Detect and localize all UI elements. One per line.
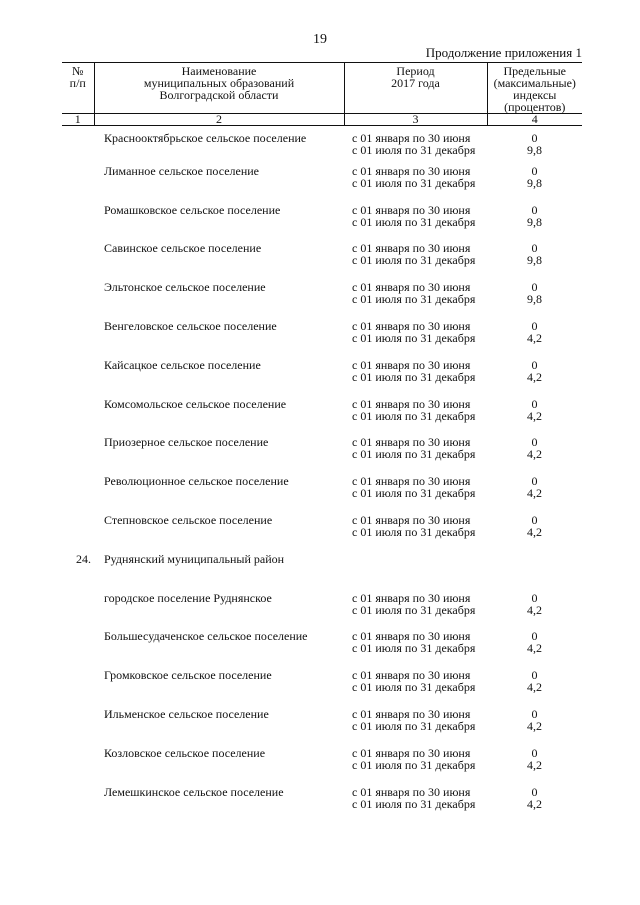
row-number [62, 708, 94, 747]
index-second-half: 9,8 [527, 292, 542, 307]
period-second-half: с 01 июля по 31 декабря [352, 718, 476, 733]
period-first-half: с 01 января по 30 июня [352, 745, 471, 760]
table-row [62, 436, 582, 475]
table-row [62, 242, 582, 281]
index-second-half: 4,2 [527, 641, 542, 656]
index-first-half: 0 [531, 590, 538, 605]
period-second-half: с 01 июля по 31 декабря [352, 524, 476, 539]
index-cell [487, 242, 582, 281]
table-row [62, 475, 582, 514]
header-line: п/п [69, 76, 86, 90]
header-num [62, 63, 94, 114]
index-first-half: 0 [531, 131, 538, 145]
index-second-half: 9,8 [527, 143, 542, 157]
period-first-half: с 01 января по 30 июня [352, 280, 471, 295]
municipality-name: Эльтонское сельское поселение [104, 280, 266, 295]
index-cell [487, 708, 582, 747]
period-cell [344, 669, 487, 708]
period-cell [344, 165, 487, 204]
index-second-half: 9,8 [527, 214, 542, 229]
index-first-half: 0 [531, 629, 538, 644]
index-cell [487, 281, 582, 320]
municipality-name: Лиманное сельское поселение [104, 163, 259, 178]
index-cell [487, 786, 582, 825]
header-line: муниципальных образований [143, 76, 295, 90]
index-cell [487, 669, 582, 708]
period-second-half: с 01 июля по 31 декабря [352, 143, 476, 157]
row-number [62, 398, 94, 437]
index-cell [487, 553, 582, 592]
header-line: Предельные [503, 64, 567, 78]
index-first-half: 0 [531, 784, 538, 799]
table-row [62, 398, 582, 437]
index-second-half: 9,8 [527, 253, 542, 268]
municipality-name: Ромашковское сельское поселение [104, 202, 281, 217]
row-number [62, 242, 94, 281]
period-second-half: с 01 июля по 31 декабря [352, 175, 476, 190]
index-first-half: 0 [531, 202, 538, 217]
municipality-name: Степновское сельское поселение [104, 512, 273, 527]
index-first-half: 0 [531, 357, 538, 372]
header-period [344, 63, 487, 114]
header-line: Период [396, 64, 435, 78]
row-number: 24. [76, 551, 91, 566]
column-number: 1 [62, 114, 94, 126]
column-number-row [62, 114, 582, 126]
index-second-half: 4,2 [527, 330, 542, 345]
index-second-half: 4,2 [527, 680, 542, 695]
row-number [62, 126, 94, 165]
period-second-half: с 01 июля по 31 декабря [352, 680, 476, 695]
row-number [62, 669, 94, 708]
index-cell [487, 359, 582, 398]
period-second-half: с 01 июля по 31 декабря [352, 796, 476, 811]
period-cell [344, 242, 487, 281]
table-body [62, 126, 582, 825]
period-second-half: с 01 июля по 31 декабря [352, 408, 476, 423]
index-second-half: 4,2 [527, 602, 542, 617]
table-row [62, 669, 582, 708]
table-row [62, 630, 582, 669]
municipal-index-table [62, 62, 582, 824]
table-row [62, 165, 582, 204]
period-second-half [352, 565, 487, 577]
period-second-half: с 01 июля по 31 декабря [352, 292, 476, 307]
period-first-half: с 01 января по 30 июня [352, 590, 471, 605]
index-first-half: 0 [531, 241, 538, 256]
period-first-half: с 01 января по 30 июня [352, 163, 471, 178]
period-cell [344, 630, 487, 669]
table-row-district [62, 553, 582, 592]
row-number [62, 359, 94, 398]
period-first-half [352, 553, 487, 565]
row-number [62, 475, 94, 514]
row-number [62, 436, 94, 475]
index-cell [487, 204, 582, 243]
table-row [62, 359, 582, 398]
index-second-half [487, 565, 582, 577]
period-cell [344, 126, 487, 165]
period-cell [344, 553, 487, 592]
municipality-name: Ильменское сельское поселение [104, 706, 269, 721]
column-number: 2 [94, 114, 344, 126]
table-row [62, 320, 582, 359]
period-cell [344, 359, 487, 398]
index-first-half: 0 [531, 706, 538, 721]
period-first-half: с 01 января по 30 июня [352, 435, 471, 450]
period-first-half: с 01 января по 30 июня [352, 784, 471, 799]
index-cell [487, 592, 582, 631]
municipality-name: Приозерное сельское поселение [104, 435, 269, 450]
header-index [487, 63, 582, 114]
header-line: Волгоградской области [159, 88, 279, 102]
period-cell [344, 592, 487, 631]
index-first-half: 0 [531, 745, 538, 760]
header-line: (максимальные) [493, 76, 576, 90]
index-second-half: 4,2 [527, 486, 542, 501]
header-name [94, 63, 344, 114]
index-first-half: 0 [531, 512, 538, 527]
period-second-half: с 01 июля по 31 декабря [352, 369, 476, 384]
row-number [62, 747, 94, 786]
period-second-half: с 01 июля по 31 декабря [352, 330, 476, 345]
period-second-half: с 01 июля по 31 декабря [352, 214, 476, 229]
index-first-half: 0 [531, 668, 538, 683]
index-cell [487, 126, 582, 165]
period-first-half: с 01 января по 30 июня [352, 357, 471, 372]
period-cell [344, 747, 487, 786]
municipality-name: Кайсацкое сельское поселение [104, 357, 261, 372]
index-second-half: 9,8 [527, 175, 542, 190]
period-second-half: с 01 июля по 31 декабря [352, 447, 476, 462]
index-cell [487, 475, 582, 514]
row-number [62, 204, 94, 243]
table-row [62, 747, 582, 786]
municipality-name: Лемешкинское сельское поселение [104, 784, 284, 799]
period-second-half: с 01 июля по 31 декабря [352, 253, 476, 268]
index-cell [487, 747, 582, 786]
municipality-name: Козловское сельское поселение [104, 745, 266, 760]
table-row [62, 126, 582, 165]
municipality-name: Краснооктябрьское сельское поселение [104, 131, 307, 145]
table-row [62, 592, 582, 631]
header-line: 2017 года [391, 76, 440, 90]
row-number [62, 592, 94, 631]
period-first-half: с 01 января по 30 июня [352, 512, 471, 527]
period-first-half: с 01 января по 30 июня [352, 241, 471, 256]
index-first-half: 0 [531, 396, 538, 411]
index-first-half: 0 [531, 474, 538, 489]
municipality-name: Венгеловское сельское поселение [104, 318, 277, 333]
index-second-half: 4,2 [527, 718, 542, 733]
continuation-label: Продолжение приложения 1 [425, 45, 582, 60]
period-first-half: с 01 января по 30 июня [352, 706, 471, 721]
header-line: индексы [513, 88, 557, 102]
period-second-half: с 01 июля по 31 декабря [352, 486, 476, 501]
index-cell [487, 165, 582, 204]
period-first-half: с 01 января по 30 июня [352, 202, 471, 217]
index-cell [487, 320, 582, 359]
period-cell [344, 398, 487, 437]
period-first-half: с 01 января по 30 июня [352, 131, 471, 145]
header-line: № [72, 64, 84, 78]
table-row [62, 514, 582, 553]
municipality-name: Громковское сельское поселение [104, 668, 272, 683]
table-header-row [62, 63, 582, 114]
municipality-name: городское поселение Руднянское [104, 590, 272, 605]
index-first-half [487, 553, 582, 565]
row-number [62, 320, 94, 359]
period-cell [344, 786, 487, 825]
index-cell [487, 398, 582, 437]
index-first-half: 0 [531, 163, 538, 178]
period-first-half: с 01 января по 30 июня [352, 318, 471, 333]
table-row [62, 708, 582, 747]
municipality-name: Савинское сельское поселение [104, 241, 262, 256]
header-line: Наименование [181, 64, 257, 78]
table-row [62, 786, 582, 825]
period-second-half: с 01 июля по 31 декабря [352, 602, 476, 617]
municipality-name: Революционное сельское поселение [104, 474, 289, 489]
row-number [62, 281, 94, 320]
period-second-half: с 01 июля по 31 декабря [352, 757, 476, 772]
index-first-half: 0 [531, 318, 538, 333]
index-cell [487, 630, 582, 669]
index-second-half: 4,2 [527, 369, 542, 384]
period-cell [344, 514, 487, 553]
municipality-name: Большесудаченское сельское поселение [104, 629, 308, 644]
index-second-half: 4,2 [527, 757, 542, 772]
index-second-half: 4,2 [527, 447, 542, 462]
period-first-half: с 01 января по 30 июня [352, 474, 471, 489]
period-cell [344, 708, 487, 747]
table-row [62, 204, 582, 243]
period-second-half: с 01 июля по 31 декабря [352, 641, 476, 656]
index-second-half: 4,2 [527, 408, 542, 423]
index-cell [487, 514, 582, 553]
period-cell [344, 204, 487, 243]
index-second-half: 4,2 [527, 796, 542, 811]
municipality-name: Комсомольское сельское поселение [104, 396, 287, 411]
index-second-half: 4,2 [527, 524, 542, 539]
row-number [62, 165, 94, 204]
row-number [62, 514, 94, 553]
column-number: 3 [344, 114, 487, 126]
index-first-half: 0 [531, 280, 538, 295]
table-row [62, 281, 582, 320]
district-name: Руднянский муниципальный район [104, 551, 285, 566]
period-cell [344, 475, 487, 514]
period-first-half: с 01 января по 30 июня [352, 629, 471, 644]
index-cell [487, 436, 582, 475]
period-cell [344, 281, 487, 320]
row-number [62, 786, 94, 825]
page-number: 19 [313, 32, 327, 47]
row-number [62, 630, 94, 669]
period-first-half: с 01 января по 30 июня [352, 396, 471, 411]
period-cell [344, 320, 487, 359]
period-first-half: с 01 января по 30 июня [352, 668, 471, 683]
index-first-half: 0 [531, 435, 538, 450]
header-line: (процентов) [504, 100, 566, 114]
column-number: 4 [487, 114, 582, 126]
period-cell [344, 436, 487, 475]
